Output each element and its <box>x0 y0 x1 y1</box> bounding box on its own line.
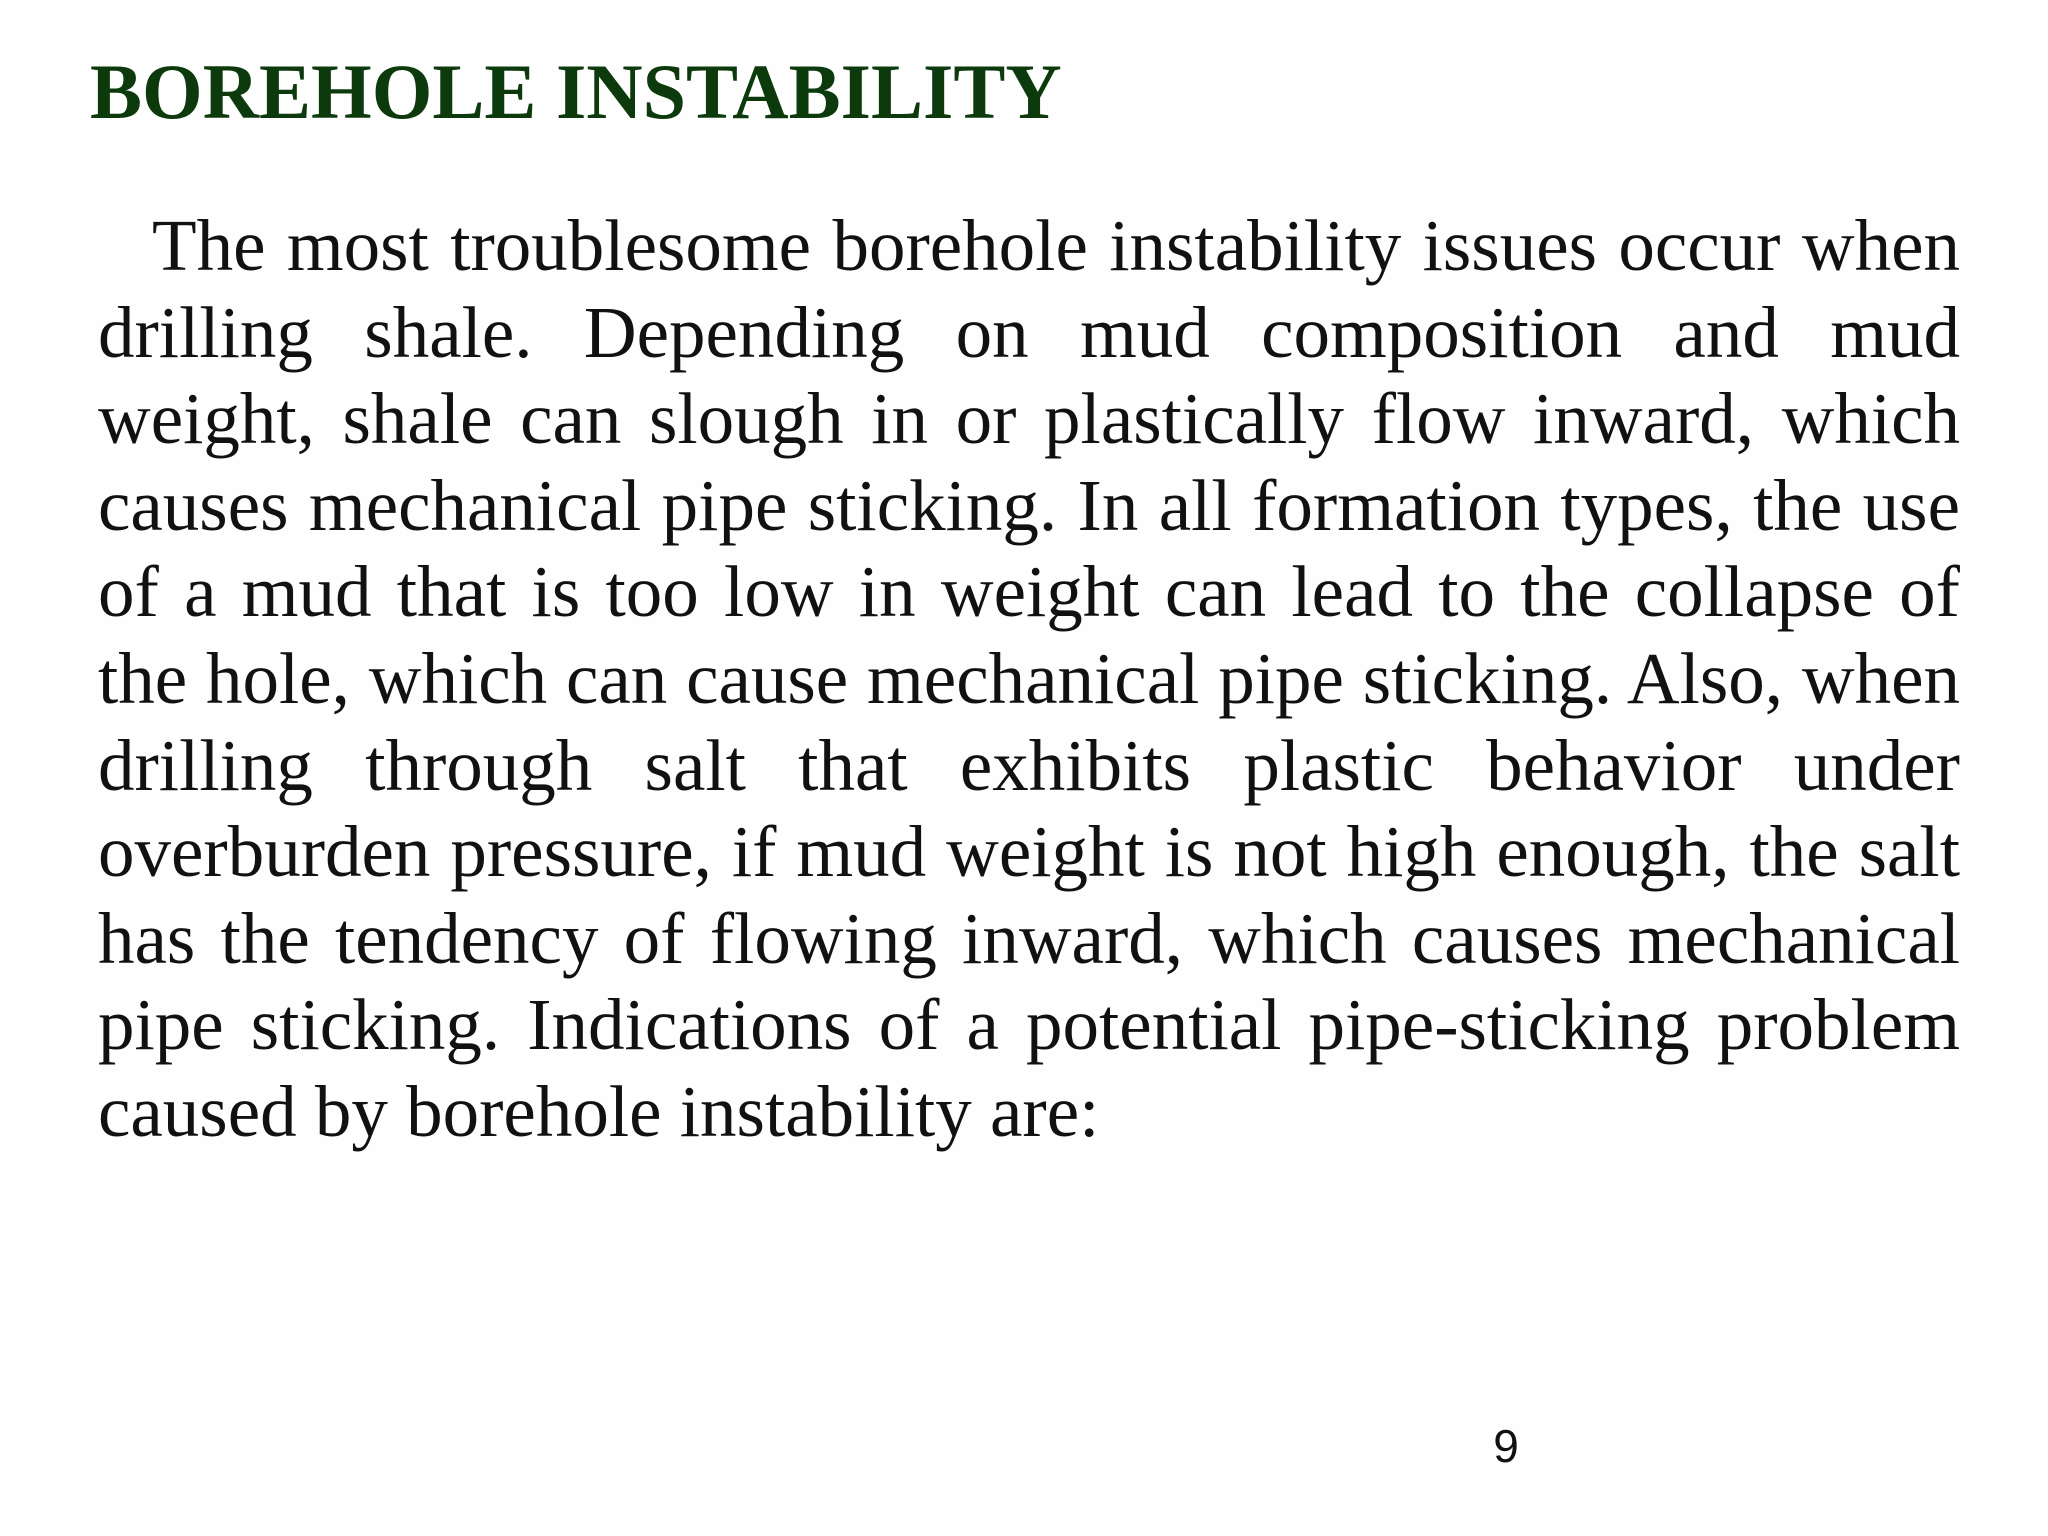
body-paragraph: The most troublesome borehole instability issues occur when drilling shale. Depending on mud composition and mud weight, shale can slough in or plastically flow inward, which causes mechanical pipe sticking. In all formation types, the use of a mud that is too low in weight can lead to the collapse of the hole, which can cause mechanical pipe sticking. Also, when drilling through salt that exhibits plastic behavior under overburden pressure, if mud weight is not high enough, the salt has the tendency of flowing inward, which causes mechanical pipe sticking. Indications of a potential pipe-sticking problem caused by borehole instability are: <box>98 205 1960 1152</box>
slide-title: BOREHOLE INSTABILITY <box>90 48 1062 135</box>
page-number: 9 <box>1493 1420 1519 1472</box>
